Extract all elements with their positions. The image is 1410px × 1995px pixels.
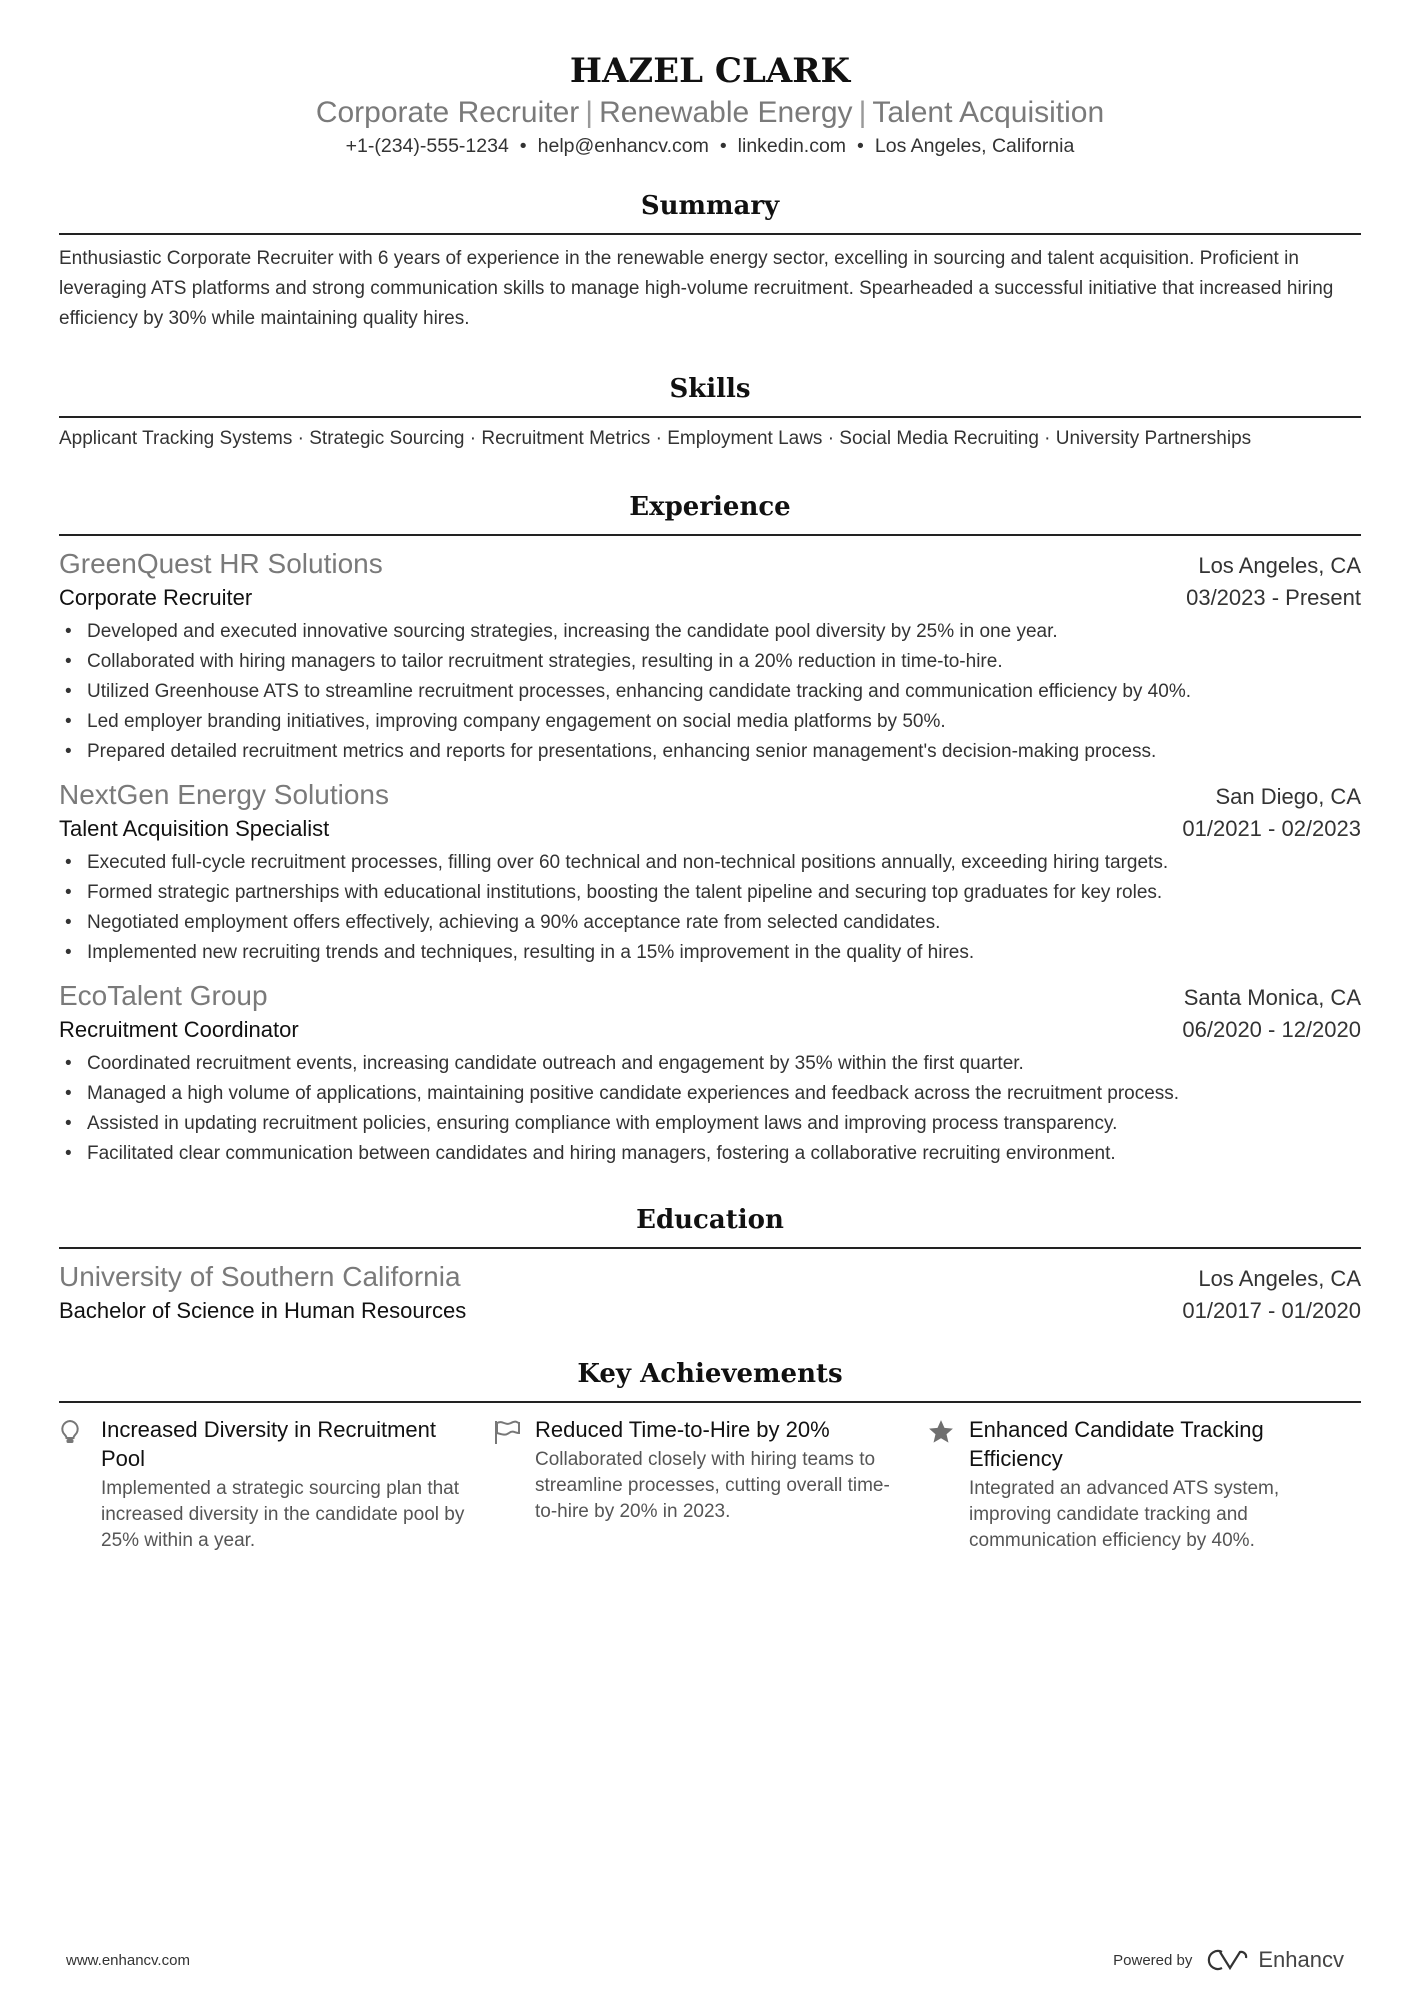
job-location: San Diego, CA xyxy=(1215,784,1361,809)
summary-text: Enthusiastic Corporate Recruiter with 6 years of experience in the renewable energy sector, excelling in sourcing and talent acquisition. Proficient in leveraging ATS platforms and strong communication skills to manage high-volume recruitment. Spearheaded a successful initiative that increased hiring efficiency by 30% while maintaining quality hires. xyxy=(59,248,1334,329)
section-heading-summary: Summary xyxy=(59,189,1361,235)
job-dates: 03/2023 - Present xyxy=(1186,585,1361,610)
section-heading-experience: Experience xyxy=(59,490,1361,536)
bullet-item: • Coordinated recruitment events, increasing candidate outreach and engagement by 35% within the first quarter. xyxy=(59,1049,1361,1079)
education-entry xyxy=(59,1259,1361,1327)
website-link[interactable]: www.enhancv.com xyxy=(66,1951,190,1969)
linkedin-link[interactable]: linkedin.com xyxy=(737,135,847,157)
job-entry xyxy=(59,777,1361,968)
achievement-desc: Implemented a strategic sourcing plan that increased diversity in the candidate pool by 25% within a year. xyxy=(101,1478,465,1551)
achievement-title: Enhanced Candidate Tracking Efficiency xyxy=(969,1417,1264,1471)
achievement-item xyxy=(927,1415,1361,1554)
headline-item: Corporate Recruiter xyxy=(315,96,580,129)
separator: | xyxy=(585,96,594,129)
job-title: Corporate Recruiter xyxy=(59,585,253,610)
lightbulb-icon xyxy=(59,1415,101,1554)
bullet-item: • Executed full-cycle recruitment processes, filling over 60 technical and non-technical positions annually, exceeding hiring targets. xyxy=(59,848,1361,878)
achievement-item xyxy=(493,1415,927,1554)
job-entry xyxy=(59,978,1361,1169)
achievement-title: Reduced Time-to-Hire by 20% xyxy=(535,1417,830,1442)
job-entry xyxy=(59,546,1361,767)
candidate-name: HAZEL CLARK xyxy=(569,51,851,91)
degree: Bachelor of Science in Human Resources xyxy=(59,1298,467,1323)
job-bullets xyxy=(59,617,1361,767)
email-link[interactable]: help@enhancv.com xyxy=(537,135,709,157)
contact-info: +1-(234)-555-1234 • help@enhancv.com • linkedin.com • Los Angeles, California xyxy=(345,135,1075,157)
bullet-item: • Assisted in updating recruitment policies, ensuring compliance with employment laws and improving process transparency. xyxy=(59,1109,1361,1139)
achievement-desc: Integrated an advanced ATS system, improving candidate tracking and communication efficiency by 40%. xyxy=(969,1478,1280,1551)
section-heading-skills: Skills xyxy=(59,372,1361,418)
footer xyxy=(66,1947,1344,1973)
headline-item: Talent Acquisition xyxy=(872,96,1105,129)
flag-icon xyxy=(493,1415,535,1554)
school-name: University of Southern California xyxy=(59,1261,461,1292)
separator: | xyxy=(858,96,867,129)
section-heading-education: Education xyxy=(59,1203,1361,1249)
section-heading-achievements: Key Achievements xyxy=(59,1357,1361,1403)
bullet-item: • Facilitated clear communication between candidates and hiring managers, fostering a collaborative recruiting environment. xyxy=(59,1139,1361,1169)
job-title: Talent Acquisition Specialist xyxy=(59,816,330,841)
bullet-item: • Collaborated with hiring managers to tailor recruitment strategies, resulting in a 20% reduction in time-to-hire. xyxy=(59,647,1361,677)
skills-list: Applicant Tracking Systems · Strategic Sourcing · Recruitment Metrics · Employment Laws · Social Media Recruiting · University Partnerships xyxy=(59,428,1252,449)
achievement-title: Increased Diversity in Recruitment Pool xyxy=(101,1417,437,1471)
job-location: Santa Monica, CA xyxy=(1183,985,1361,1010)
company-name: NextGen Energy Solutions xyxy=(59,779,389,810)
experience-list xyxy=(59,546,1361,1169)
job-dates: 06/2020 - 12/2020 xyxy=(1182,1017,1361,1042)
phone: +1-(234)-555-1234 xyxy=(345,135,509,157)
headline-item: Renewable Energy xyxy=(599,96,853,129)
bullet-item: • Developed and executed innovative sourcing strategies, increasing the candidate pool diversity by 25% in one year. xyxy=(59,617,1361,647)
school-location: Los Angeles, CA xyxy=(1198,1266,1361,1291)
bullet-item: • Utilized Greenhouse ATS to streamline recruitment processes, enhancing candidate tracking and communication efficiency by 40%. xyxy=(59,677,1361,707)
achievements-list xyxy=(59,1415,1361,1554)
achievement-item xyxy=(59,1415,493,1554)
powered-by-label: Powered by xyxy=(1113,1951,1193,1969)
bullet-item: • Led employer branding initiatives, improving company engagement on social media platforms by 50%. xyxy=(59,707,1361,737)
location: Los Angeles, California xyxy=(874,135,1075,157)
bullet-item: • Prepared detailed recruitment metrics and reports for presentations, enhancing senior management's decision-making process. xyxy=(59,737,1361,767)
job-dates: 01/2021 - 02/2023 xyxy=(1182,816,1361,841)
bullet-item: • Implemented new recruiting trends and techniques, resulting in a 15% improvement in the quality of hires. xyxy=(59,938,1361,968)
bullet-item: • Negotiated employment offers effectively, achieving a 90% acceptance rate from selected candidates. xyxy=(59,908,1361,938)
job-title: Recruitment Coordinator xyxy=(59,1017,299,1042)
brand-name: Enhancv xyxy=(1258,1947,1344,1972)
job-bullets xyxy=(59,848,1361,968)
company-name: EcoTalent Group xyxy=(59,980,268,1011)
star-icon xyxy=(927,1415,969,1554)
enhancv-logo[interactable] xyxy=(1206,1947,1344,1973)
job-location: Los Angeles, CA xyxy=(1198,553,1361,578)
education-dates: 01/2017 - 01/2020 xyxy=(1182,1298,1361,1323)
achievement-desc: Collaborated closely with hiring teams to streamline processes, cutting overall time-to-hire by 20% in 2023. xyxy=(535,1449,890,1522)
bullet-item: • Formed strategic partnerships with educational institutions, boosting the talent pipeline and securing top graduates for key roles. xyxy=(59,878,1361,908)
resume-page xyxy=(59,0,1361,1554)
enhancv-logo-icon xyxy=(1206,1948,1250,1972)
company-name: GreenQuest HR Solutions xyxy=(59,548,383,579)
bullet-item: • Managed a high volume of applications, maintaining positive candidate experiences and feedback across the recruitment process. xyxy=(59,1079,1361,1109)
job-bullets xyxy=(59,1049,1361,1169)
headline xyxy=(59,95,1361,131)
